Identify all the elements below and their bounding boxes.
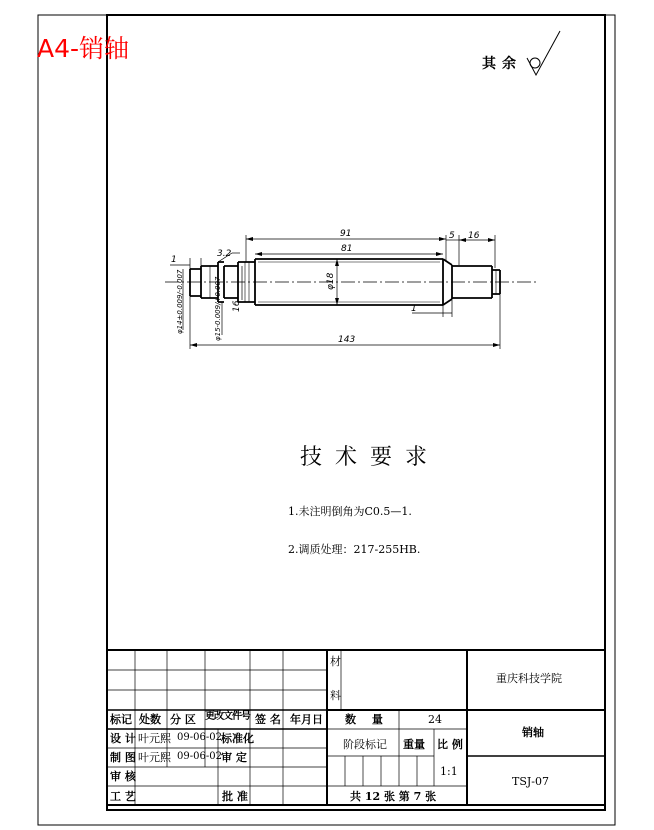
dim-16-top: 16 [468,231,480,241]
scale-value: 1:1 [440,765,458,778]
header-change-doc: 更改文件号 [205,711,250,722]
header-count: 处数 [139,713,161,726]
dim-phi15: φ15-0.009/+0.007 [214,276,222,341]
material-label-2: 料 [330,689,341,702]
dim-phi14: φ14±0.009/-0.007 [176,269,184,334]
sheet-info: 共 12 张 第 7 张 [350,790,437,803]
material-label-1: 材 [330,655,341,668]
header-zone: 分 区 [170,713,196,726]
school-name: 重庆科技学院 [496,672,562,685]
dim-91: 91 [340,229,352,239]
quantity-value: 24 [428,713,442,726]
quantity-label: 数 量 [345,713,389,726]
header-signature: 签 名 [255,713,281,726]
drawing-number: TSJ-07 [512,775,549,788]
surface-finish-label: 其余 [482,56,522,72]
dim-1-right: 1 [411,304,417,314]
dim-1-left: 1 [171,255,177,265]
dim-5: 5 [449,231,455,241]
draw-label: 制 图 [110,751,136,764]
dim-143: 143 [338,335,356,345]
note-1: 1.未注明倒角为C0.5—1. [288,505,412,518]
dim-phi18: φ18 [326,272,336,290]
part-name: 销轴 [522,726,544,739]
approve-label: 审 定 [221,751,247,764]
header-date: 年月日 [290,713,323,726]
inner-frame [107,15,605,810]
dimension-texts [171,229,480,345]
design-date: 09-06-02 [177,732,222,743]
roughness-symbol [527,31,560,75]
ratify-label: 批 准 [222,790,248,803]
design-label: 设 计 [110,732,136,745]
weight-label: 重量 [403,738,425,751]
draw-date: 09-06-02 [177,751,222,762]
draw-name: 叶元熙 [138,751,171,764]
review-label: 审 核 [110,770,136,783]
note-2: 2.调质处理：217-255HB. [288,543,421,556]
dim-16-mid: 16 [232,300,242,312]
scale-label: 比 例 [437,738,463,751]
stage-label: 阶段标记 [343,738,387,751]
design-name: 叶元熙 [138,732,171,745]
dim-3-2: 3.2 [217,249,232,259]
standardize-label: 标准化 [221,732,254,745]
process-label: 工 艺 [110,790,136,803]
document-label: A4-销轴 [37,34,130,63]
dim-81: 81 [341,244,353,254]
header-mark: 标记 [110,713,132,726]
tech-requirements-title: 技术要求 [300,445,441,470]
